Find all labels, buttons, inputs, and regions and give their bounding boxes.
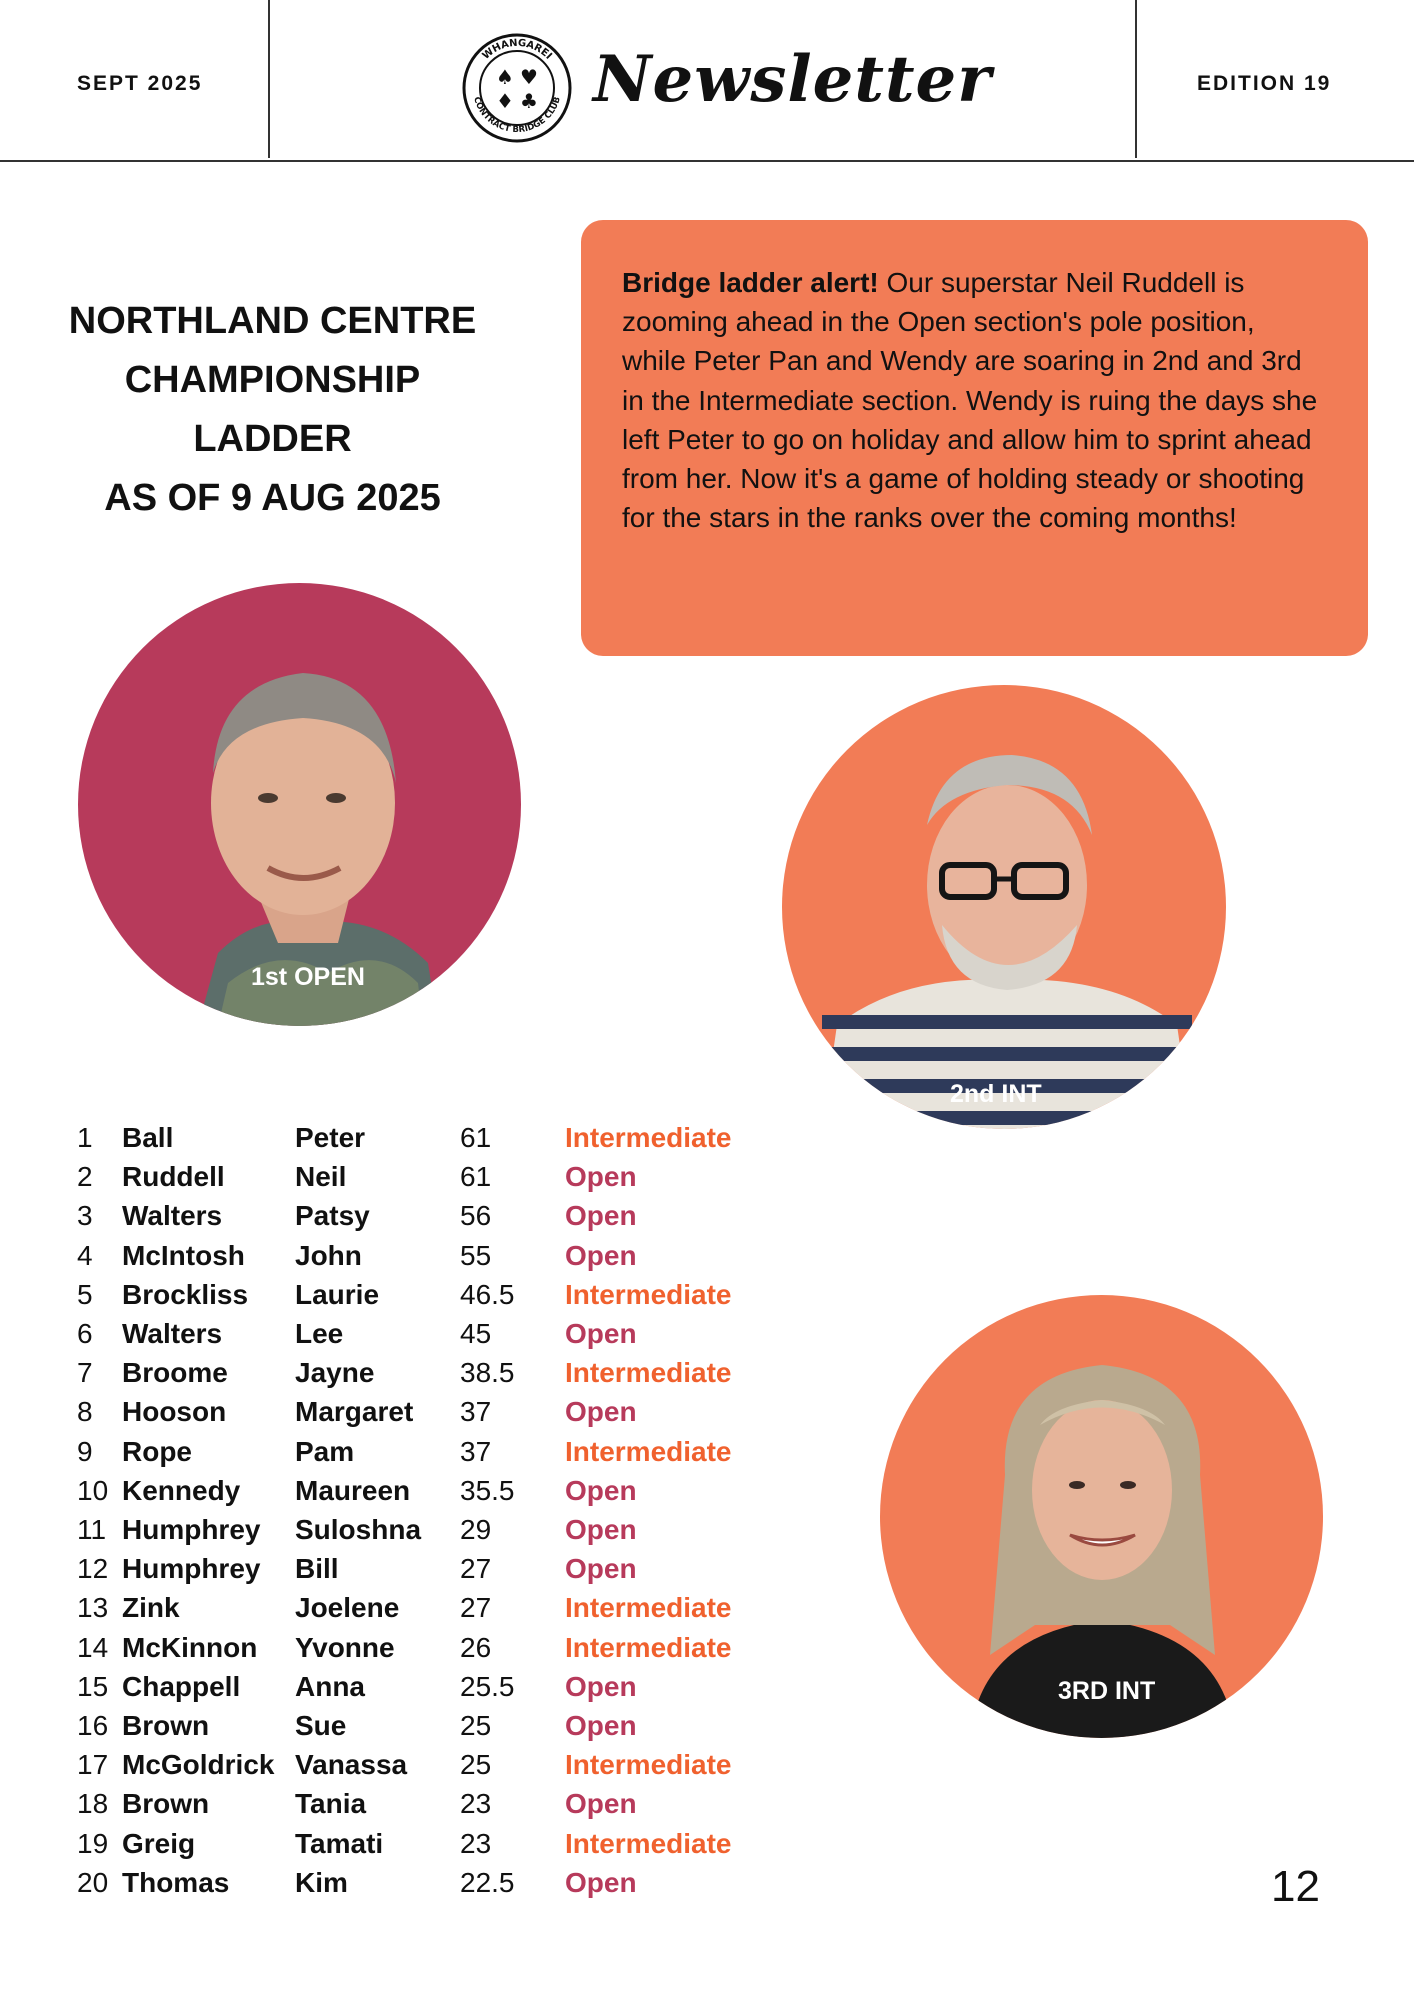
photo-first-open [78, 583, 521, 1026]
edition-number: EDITION 19 [1197, 72, 1332, 95]
table-row [77, 1632, 777, 1671]
rank-cell: 6 [77, 1318, 93, 1349]
score-cell: 37 [460, 1435, 492, 1467]
score-cell: 22.5 [460, 1866, 515, 1898]
rank-cell: 20 [77, 1866, 109, 1898]
svg-text:♥: ♥ [520, 65, 538, 89]
table-row [77, 1475, 777, 1514]
first-name-cell: Joelene [295, 1592, 400, 1624]
svg-text:♣: ♣ [520, 89, 538, 113]
newsletter-title: Newsletter [593, 42, 992, 117]
surname-cell: Brown [122, 1788, 210, 1820]
table-row [77, 1788, 777, 1827]
table-row [77, 1828, 777, 1867]
first-name-cell: Vanassa [295, 1749, 408, 1781]
rank-cell: 14 [77, 1631, 109, 1663]
score-cell: 61 [460, 1122, 492, 1153]
score-cell: 45 [460, 1318, 492, 1349]
table-row [77, 1553, 777, 1592]
table-row [77, 1749, 777, 1788]
surname-cell: Kennedy [122, 1474, 241, 1506]
ladder-heading-line: AS OF 9 AUG 2025 [104, 477, 441, 519]
first-name-cell: Anna [295, 1670, 365, 1702]
rank-cell: 19 [77, 1827, 109, 1859]
table-row [77, 1671, 777, 1710]
newsletter-header [0, 0, 1414, 162]
club-logo [461, 32, 573, 144]
portrait-man-grey-hair [78, 583, 521, 1026]
surname-cell: Humphrey [122, 1514, 261, 1545]
section-cell: Open [565, 1396, 637, 1428]
score-cell: 26 [460, 1631, 492, 1663]
score-cell: 25 [460, 1710, 492, 1741]
section-cell: Intermediate [565, 1122, 732, 1153]
score-cell: 38.5 [460, 1357, 515, 1389]
section-cell: Open [565, 1553, 637, 1585]
first-name-cell: Tania [295, 1788, 367, 1820]
surname-cell: Brown [122, 1710, 210, 1741]
surname-cell: Thomas [122, 1866, 230, 1898]
rank-cell: 1 [77, 1122, 93, 1153]
surname-cell: McGoldrick [122, 1749, 275, 1781]
section-cell: Intermediate [565, 1357, 732, 1389]
surname-cell: Chappell [122, 1670, 241, 1702]
surname-cell: Rope [122, 1435, 192, 1467]
surname-cell: Ruddell [122, 1161, 225, 1193]
first-name-cell: John [295, 1239, 362, 1271]
table-row [77, 1161, 777, 1200]
photo-third-int [880, 1295, 1323, 1738]
section-cell: Open [565, 1239, 637, 1271]
issue-date: SEPT 2025 [77, 72, 203, 95]
table-row [77, 1436, 777, 1475]
photo-label: 2nd INT [950, 1080, 1042, 1108]
surname-cell: Walters [122, 1200, 223, 1232]
surname-cell: Broome [122, 1357, 228, 1389]
score-cell: 29 [460, 1514, 492, 1545]
first-name-cell: Sue [295, 1710, 347, 1741]
section-cell: Open [565, 1200, 637, 1232]
first-name-cell: Bill [295, 1553, 339, 1585]
section-cell: Open [565, 1514, 637, 1545]
rank-cell: 8 [77, 1396, 93, 1428]
ladder-heading-line: NORTHLAND CENTRE [68, 300, 477, 342]
table-row [77, 1200, 777, 1239]
rank-cell: 16 [77, 1710, 109, 1741]
table-row [77, 1592, 777, 1631]
rank-cell: 7 [77, 1357, 93, 1389]
surname-cell: Brockliss [122, 1278, 249, 1310]
first-name-cell: Maureen [295, 1474, 411, 1506]
table-row [77, 1710, 777, 1749]
table-row [77, 1122, 777, 1161]
score-cell: 23 [460, 1788, 492, 1820]
portrait-man-glasses [782, 685, 1226, 1129]
score-cell: 27 [460, 1553, 492, 1585]
first-name-cell: Neil [295, 1161, 347, 1193]
photo-label: 1st OPEN [251, 963, 365, 991]
alert-body: Our superstar Neil Ruddell is zooming ahead in the Open section's pole position, while Peter Pan and Wendy are soaring in 2nd and 3rd in the Intermediate section. Wendy is ruing the days she left Peter to go on holiday and allow him to sprint ahead from her. Now it's a game of holding steady or shooting for the stars in the ranks over the coming months! [622, 267, 1318, 534]
section-cell: Open [565, 1474, 637, 1506]
first-name-cell: Tamati [295, 1827, 384, 1859]
photo-second-int [782, 685, 1226, 1129]
score-cell: 27 [460, 1592, 492, 1624]
score-cell: 46.5 [460, 1278, 515, 1310]
ladder-heading-line: LADDER [193, 418, 352, 460]
score-cell: 23 [460, 1827, 492, 1859]
section-cell: Open [565, 1318, 637, 1349]
first-name-cell: Margaret [295, 1396, 414, 1428]
rank-cell: 13 [77, 1592, 109, 1624]
section-cell: Intermediate [565, 1592, 732, 1624]
portrait-woman-long-hair [880, 1295, 1323, 1738]
ladder-heading [40, 292, 505, 528]
rank-cell: 17 [77, 1749, 109, 1781]
surname-cell: Greig [122, 1827, 196, 1859]
score-cell: 25.5 [460, 1670, 515, 1702]
page-number: 12 [1271, 1862, 1320, 1911]
section-cell: Intermediate [565, 1749, 732, 1781]
surname-cell: Hooson [122, 1396, 227, 1428]
section-cell: Open [565, 1161, 637, 1193]
rank-cell: 5 [77, 1278, 93, 1310]
table-row [77, 1318, 777, 1357]
rank-cell: 11 [77, 1514, 107, 1545]
svg-text:♦: ♦ [496, 89, 514, 113]
surname-cell: McKinnon [122, 1631, 258, 1663]
score-cell: 35.5 [460, 1474, 515, 1506]
ladder-heading-line: CHAMPIONSHIP [124, 359, 421, 401]
first-name-cell: Yvonne [295, 1631, 395, 1663]
section-cell: Intermediate [565, 1631, 732, 1663]
section-cell: Open [565, 1788, 637, 1820]
section-cell: Open [565, 1710, 637, 1741]
surname-cell: Humphrey [122, 1553, 261, 1585]
rank-cell: 2 [77, 1161, 93, 1193]
section-cell: Intermediate [565, 1827, 732, 1859]
logo-text-top: WHANGAREI [480, 37, 554, 62]
first-name-cell: Laurie [295, 1278, 380, 1310]
section-cell: Open [565, 1866, 637, 1898]
first-name-cell: Peter [295, 1122, 366, 1153]
header-divider-right [1135, 0, 1137, 158]
rank-cell: 15 [77, 1670, 109, 1702]
rank-cell: 10 [77, 1474, 109, 1506]
rank-cell: 3 [77, 1200, 93, 1232]
score-cell: 55 [460, 1239, 492, 1271]
first-name-cell: Jayne [295, 1357, 375, 1389]
rank-cell: 4 [77, 1239, 93, 1271]
section-cell: Open [565, 1670, 637, 1702]
header-divider-left [268, 0, 270, 158]
surname-cell: Walters [122, 1318, 223, 1349]
score-cell: 61 [460, 1161, 492, 1193]
ladder-alert-callout [581, 220, 1368, 656]
rank-cell: 12 [77, 1553, 109, 1585]
section-cell: Intermediate [565, 1278, 732, 1310]
table-row [77, 1867, 777, 1906]
table-row [77, 1514, 777, 1553]
rank-cell: 9 [77, 1435, 93, 1467]
first-name-cell: Pam [295, 1435, 355, 1467]
score-cell: 25 [460, 1749, 492, 1781]
photo-label: 3RD INT [1058, 1677, 1156, 1705]
score-cell: 56 [460, 1200, 492, 1232]
table-row [77, 1279, 777, 1318]
first-name-cell: Lee [295, 1318, 344, 1349]
surname-cell: McIntosh [122, 1239, 245, 1271]
score-cell: 37 [460, 1396, 492, 1428]
table-row [77, 1357, 777, 1396]
surname-cell: Ball [122, 1122, 174, 1153]
first-name-cell: Patsy [295, 1200, 370, 1232]
first-name-cell: Suloshna [295, 1514, 422, 1545]
section-cell: Intermediate [565, 1435, 732, 1467]
surname-cell: Zink [122, 1592, 180, 1624]
table-row [77, 1240, 777, 1279]
logo-text-bottom: CONTRACT BRIDGE CLUB [471, 95, 563, 136]
alert-lead: Bridge ladder alert! [622, 267, 879, 298]
first-name-cell: Kim [295, 1866, 348, 1898]
svg-text:♠: ♠ [496, 65, 514, 89]
rank-cell: 18 [77, 1788, 109, 1820]
table-row [77, 1396, 777, 1435]
